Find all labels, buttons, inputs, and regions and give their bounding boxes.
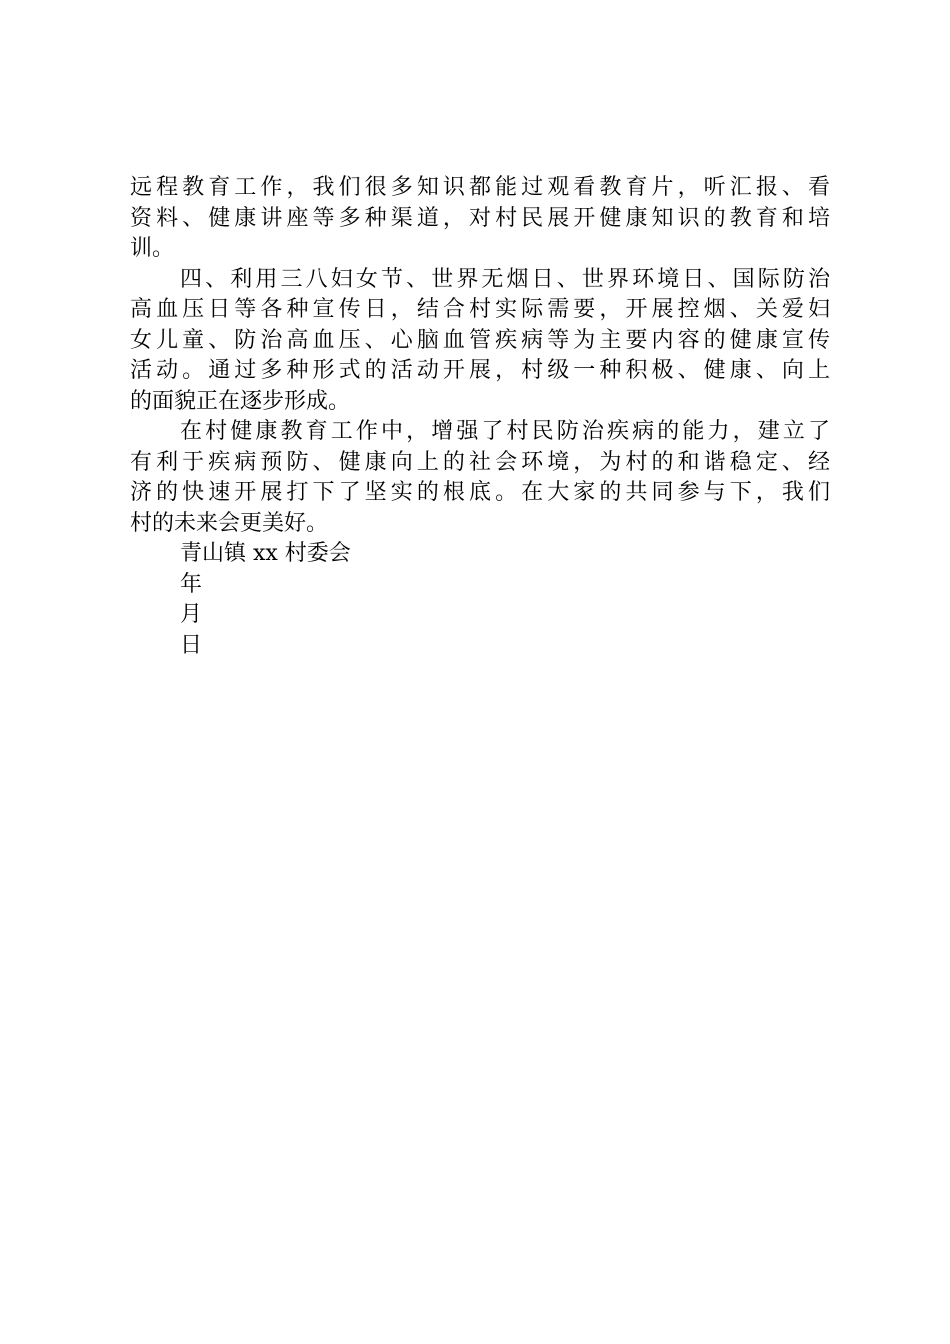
paragraph-2-line-3: 女儿童、防治高血压、心脑血管疾病等为主要内容的健康宣传 <box>130 327 830 353</box>
signature-month: 月 <box>180 602 203 627</box>
paragraph-2-line-5: 的面貌正在逐步形成。 <box>130 388 351 414</box>
signature-day: 日 <box>180 632 203 658</box>
paragraph-3-line-2: 有利于疾病预防、健康向上的社会环境，为村的和谐稳定、经 <box>130 449 830 475</box>
paragraph-3-line-4: 村的未来会更美好。 <box>130 510 329 536</box>
paragraph-2-line-1: 四、利用三八妇女节、世界无烟日、世界环境日、国际防治 <box>180 266 830 292</box>
signature-organization: 青山镇 xx 村委会 <box>180 541 351 566</box>
paragraph-1-line-1: 远程教育工作，我们很多知识都能过观看教育片，听汇报、看 <box>130 175 830 200</box>
paragraph-2-line-2: 高血压日等各种宣传日，结合村实际需要，开展控烟、关爱妇 <box>130 297 830 322</box>
paragraph-1-line-3: 训。 <box>130 236 175 261</box>
signature-year: 年 <box>180 571 203 597</box>
document-body <box>130 173 830 661</box>
paragraph-1-line-2: 资料、健康讲座等多种渠道，对村民展开健康知识的教育和培 <box>130 205 830 231</box>
paragraph-3-line-1: 在村健康教育工作中，增强了村民防治疾病的能力，建立了 <box>180 419 830 444</box>
paragraph-2-line-4: 活动。通过多种形式的活动开展，村级一种积极、健康、向上 <box>130 358 830 383</box>
paragraph-3-line-3: 济的快速开展打下了坚实的根底。在大家的共同参与下，我们 <box>130 480 830 505</box>
